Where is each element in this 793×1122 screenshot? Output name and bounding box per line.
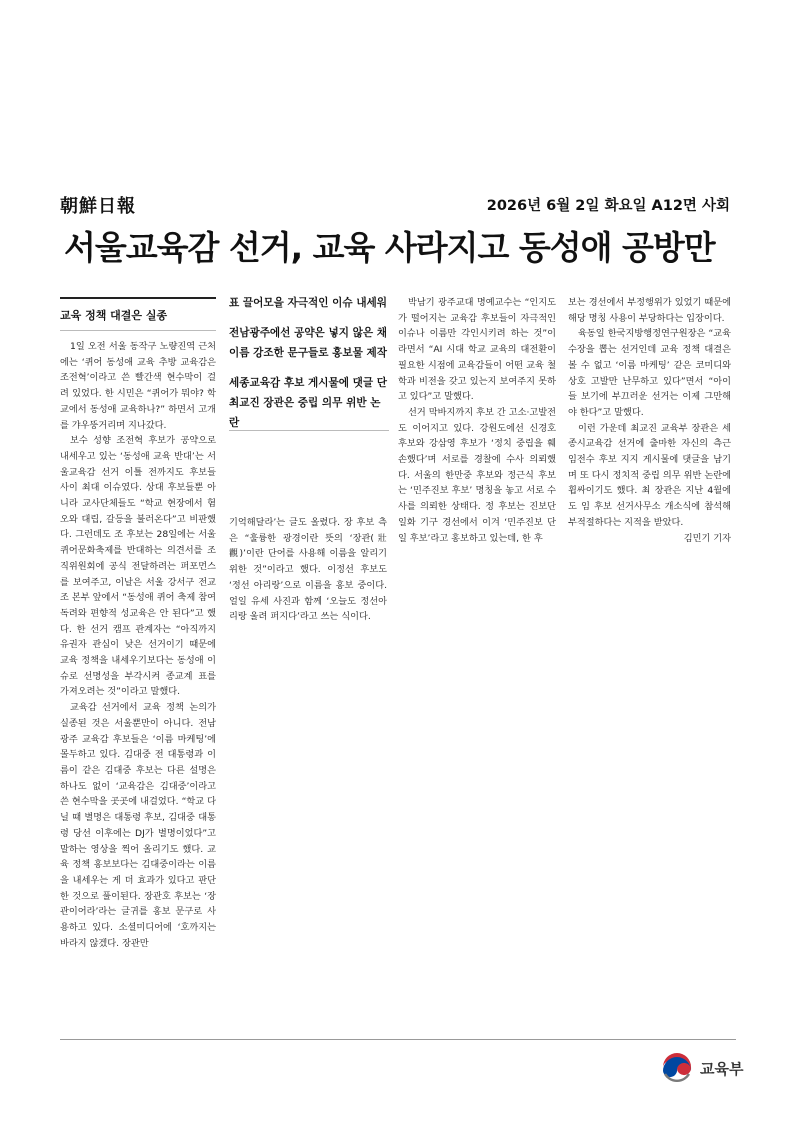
subheadline: 표 끌어모을 자극적인 이슈 내세워 [229,297,388,309]
section-box-title: 교육 정책 대결은 실종 [60,297,216,331]
subheadline: 전남광주에선 공약은 넣지 않은 채 [229,327,388,339]
paragraph: 박남기 광주교대 명예교수는 “인지도가 떨어지는 교육감 후보들이 자극적인 이슈나 이름만 각인시키려 하는 것”이라면서 “AI 시대 학교 교육의 대전환이 필요한 시점에 교육감들이 어떤 교육 철학과 비전을 갖고 있는지 보여주지 못하고 있다”고 말했다. [398,297,556,403]
subheadline-divider [229,430,389,431]
article-column-3 [398,295,556,546]
footer-divider [60,1039,736,1040]
ministry-logo-text: 교육부 [700,1060,744,1078]
byline: 김민기 기자 [683,532,731,544]
taegeuk-icon [660,1052,694,1086]
paragraph: 보는 경선에서 부정행위가 있었기 때문에 해당 명칭 사용이 부당하다는 입장이다. [568,297,731,324]
dateline: 2026년 6월 2일 화요일 A12면 사회 [486,198,730,214]
paragraph: 교육감 선거에서 교육 정책 논의가 실종된 것은 서울뿐만이 아니다. 전남광주 교육감 후보들은 ‘이름 마케팅’에 몰두하고 있다. 김대중 전 대통령과 이름이 같은 김대중 후보는 다른 설명은 하나도 없이 ‘교육감은 김대중’이라고 쓴 현수막을 곳곳에 내걸었다. “학교 다닐 때 별명은 대통령 후보, 김대중 대통령 당선 이후에는 DJ가 별명이었다”고 말하는 영상을 찍어 올리기도 했다. 교육 정책 홍보보다는 김대중이라는 이름을 내세우는 게 더 효과가 있다고 판단한 것으로 풀이된다. 장관호 후보는 ‘장관이어라’라는 글귀를 홍보 문구로 사용하고 있다. 소셜미디어에 ‘호까지는 바라지 않겠다. 장관만 [60,702,216,949]
subheadline: 이름 강조한 문구들로 홍보물 제작 [229,347,388,359]
paragraph-text: 이런 가운데 최교진 교육부 장관은 세종시교육감 선거에 출마한 자신의 측근 임전수 후보 지지 게시물에 댓글을 남기며 또 다시 정치적 중립 의무 위반 논란에 휩싸이기도 했다. 최 장관은 지난 4월에도 임 후보 선거사무소 개소식에 참석해 부적절하다는 지적을 받았다. [568,422,731,528]
article-column-2 [229,515,387,625]
paragraph [568,421,731,544]
article-column-4 [568,295,731,546]
subheadline-group [229,293,389,433]
newspaper-masthead: 朝鮮日報 [60,196,136,217]
paragraph: 기억해달라’는 글도 올렸다. 장 후보 측은 “훌륭한 광경이란 뜻의 ‘장관(壯觀)’이란 단어를 사용해 이름을 알리기 위한 것”이라고 했다. 이정선 후보도 ‘정선 아리랑’으로 이름을 홍보 중이다. 얼일 유세 사진과 함께 ‘오늘도 정선아리랑 울려 퍼지다’라고 쓰는 식이다. [229,517,387,623]
paragraph: 보수 성향 조전혁 후보가 공약으로 내세우고 있는 ‘동성애 교육 반대’는 서울교육감 선거 이틀 전까지도 후보들 사이 최대 이슈였다. 상대 후보들뿐 아니라 교사단체들도 “학교 현장에서 혐오와 대립, 갈등을 불러온다”고 비판했다. 그런데도 조 후보는 28일에는 서울퀴어문화축제를 반대하는 의견서를 조직위원회에 공식 전달하려는 퍼포먼스를 보여주고, 이날은 서울 강서구 전교조 본부 앞에서 “동성애 퀴어 축제 참여 독려와 편향적 성교육은 안 된다”고 했다. 한 선거 캠프 관계자는 “아직까지 유권자 관심이 낮은 선거이기 때문에 교육 정책을 내세우기보다는 동성애 이슈로 선명성을 부각시켜 종교계 표를 가져오려는 것”이라고 말했다. [60,435,216,698]
ministry-logo [660,1052,744,1088]
subheadline: 최교진 장관은 중립 의무 위반 논란 [229,397,381,429]
paragraph: 육동일 한국지방행정연구원장은 “교육 수장을 뽑는 선거인데 교육 정책 대결은 볼 수 없고 ‘이름 마케팅’ 같은 코미디와 상호 고발만 난무하고 있다”면서 “아이들 보기에 부끄러운 선거는 이제 그만해야 한다”고 말했다. [568,328,731,418]
paragraph: 선거 막바지까지 후보 간 고소·고발전도 이어지고 있다. 강원도에선 신경호 후보와 강삼영 후보가 ‘정치 중립을 훼손했다’며 서로를 경찰에 수사 의뢰했다. 서울의 한만중 후보와 정근식 후보는 ‘민주진보 후보’ 명칭을 놓고 서로 수사를 의뢰한 상태다. 정 후보는 진보단일화 기구 경선에서 이겨 ‘민주진보 단일 후보’라고 홍보하고 있는데, 한 후 [398,406,556,544]
paragraph: 1일 오전 서울 동작구 노량진역 근처에는 ‘퀴어 동성애 교육 추방 교육감은 조전혁’이라고 쓴 빨간색 현수막이 걸려 있었다. 한 시민은 “퀴어가 뭐야? 학교에서 동성애 교육하나?” 하면서 고개를 갸우뚱거리며 지나갔다. [60,341,216,431]
subheadline: 세종교육감 후보 게시물에 댓글 단 [229,377,388,389]
article-column-1 [60,339,216,951]
headline: 서울교육감 선거, 교육 사라지고 동성애 공방만 [64,228,715,267]
